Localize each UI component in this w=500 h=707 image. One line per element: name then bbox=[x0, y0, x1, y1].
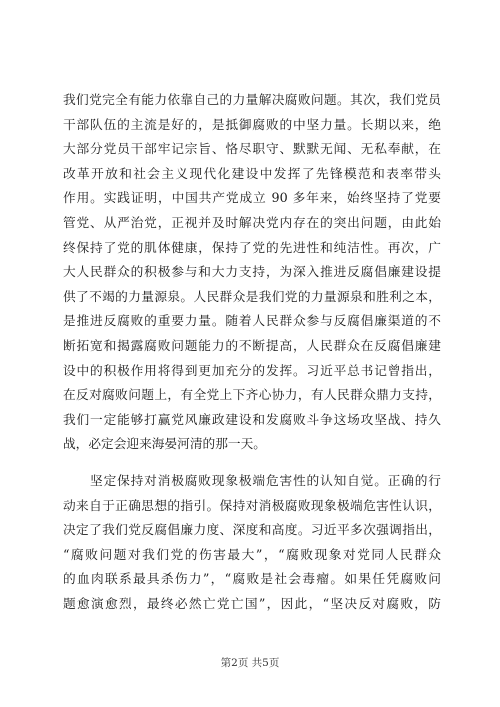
text-line: 决定了我们党反腐倡廉力度、深度和高度。习近平多次强调指出， bbox=[63, 522, 441, 538]
text-line: 管党、从严治党，正视并及时解决党内存在的突出问题，由此始 bbox=[63, 214, 441, 230]
page-number-footer: 第2页 共5页 bbox=[220, 657, 280, 669]
paragraph-2 bbox=[63, 469, 441, 617]
text-line: 设中的积极作用将得到更加充分的发挥。习近平总书记曾指出， bbox=[63, 362, 441, 378]
text-line: 在反对腐败问题上，有全党上下齐心协力，有人民群众鼎力支持， bbox=[63, 387, 441, 403]
text-line: 是推进反腐败的重要力量。随着人民群众参与反腐倡廉渠道的不 bbox=[63, 313, 441, 329]
paragraph-spacer bbox=[63, 457, 441, 469]
text-line: 大人民群众的积极参与和大力支持，为深入推进反腐倡廉建设提 bbox=[63, 264, 441, 280]
text-line: 坚定保持对消极腐败现象极端危害性的认知自觉。正确的行 bbox=[63, 472, 441, 488]
text-line: 的血肉联系最具杀伤力”，“腐败是社会毒瘤。如果任凭腐败问 bbox=[63, 571, 441, 587]
text-line: 战，必定会迎来海晏河清的那一天。 bbox=[63, 436, 266, 452]
text-line: 改革开放和社会主义现代化建设中发挥了先锋模范和表率带头 bbox=[63, 165, 441, 181]
paragraph-1 bbox=[63, 88, 441, 457]
text-line: 我们一定能够打赢党风廉政建设和发腐败斗争这场攻坚战、持久 bbox=[63, 411, 441, 427]
text-line: 断拓宽和揭露腐败问题能力的不断提高，人民群众在反腐倡廉建 bbox=[63, 337, 441, 353]
text-line: 大部分党员干部牢记宗旨、恪尽职守、默默无闻、无私奉献，在 bbox=[63, 141, 441, 157]
text-line: 我们党完全有能力依靠自己的力量解决腐败问题。其次，我们党员 bbox=[63, 92, 441, 107]
text-line: 题愈演愈烈，最终必然亡党亡国”，因此，“坚决反对腐败，防 bbox=[63, 595, 441, 611]
document-body bbox=[63, 88, 441, 616]
text-line: 终保持了党的肌体健康，保持了党的先进性和纯洁性。再次，广 bbox=[63, 239, 441, 255]
text-line: 干部队伍的主流是好的，是抵御腐败的中坚力量。长期以来，绝 bbox=[63, 116, 441, 132]
text-line: “腐败问题对我们党的伤害最大”，“腐败现象对党同人民群众 bbox=[63, 546, 441, 562]
text-line: 作用。实践证明，中国共产党成立 90 多年来，始终坚持了党要 bbox=[63, 190, 441, 206]
text-line: 动来自于正确思想的指引。保持对消极腐败现象极端危害性认识， bbox=[63, 497, 441, 513]
text-line: 供了不竭的力量源泉。人民群众是我们党的力量源泉和胜利之本， bbox=[63, 288, 441, 304]
